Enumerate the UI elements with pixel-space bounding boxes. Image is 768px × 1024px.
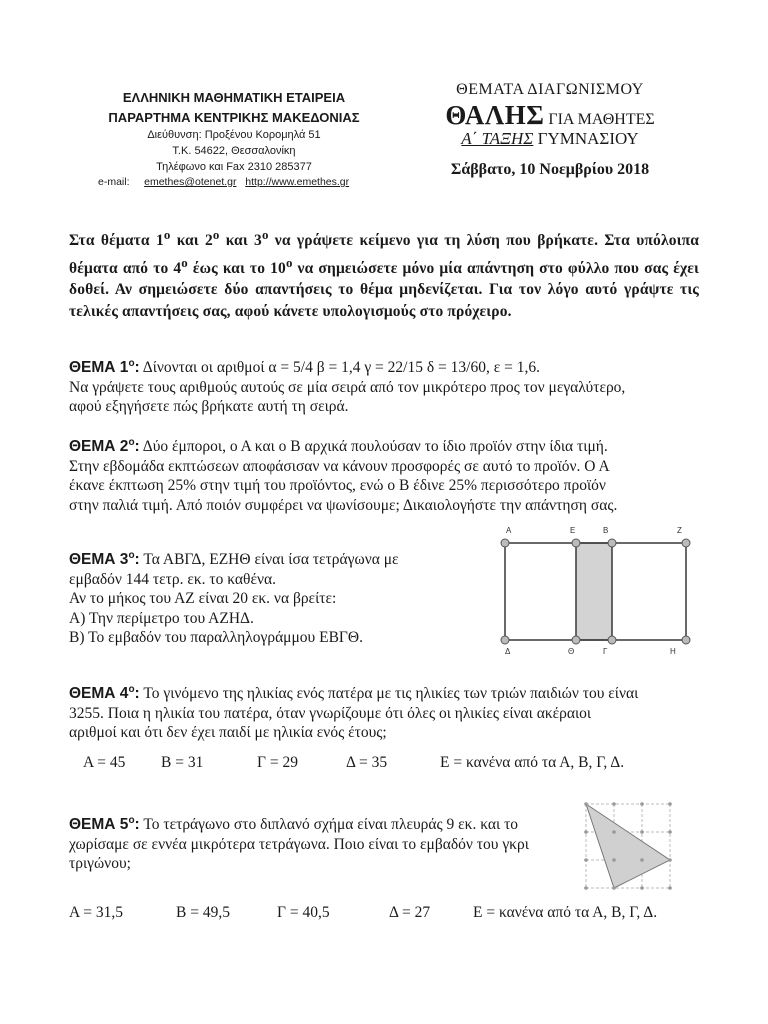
theme-2-line: στην παλιά τιμή. Από ποιόν συμφέρει να ψωνίσουμε; Δικαιολογήστε την απάντηση σας. [69,496,618,514]
theme-1-line [69,354,707,378]
theme-3-line: Β) Το εμβαδόν του παραλληλογράμμου ΕΒΓΘ. [69,629,363,647]
instructions: Στα θέματα $1^o$ και $2^o$ και $3^o$ να γράψετε κείμενο για τη λύση που βρήκατε. Στα υπόλοιπα θέματα από το $4^o$ έως και το $10^o$ να σημειώσετε μόνο μία απάντηση στο φύλλο που σας έχει δοθεί. Αν σημειώσετε δύο απαντήσεις το θέμα μηδενίζεται. Για τον λόγο αυτό γράψτε τις τελικές απαντήσεις σας, αφού κάνετε υπολογισμούς στο πρόχειρο. [69,227,700,320]
theme-2-text: Δύο έμποροι, ο Α και ο Β αρχικά πουλούσαν το ίδιο προϊόν στην ίδια τιμή. [142,438,608,456]
grade: Α΄ ΤΑΞΗΣ [461,129,534,148]
org-phone: Τηλέφωνο και Fax 2310 285377 [156,161,312,173]
point-g [608,636,616,644]
grade-line [430,129,670,149]
theme-5-label: ΘΕΜΑ $5^o$: [69,815,140,834]
label-th: Θ [568,647,575,656]
point-z [682,539,690,547]
theme-4-line [69,680,707,704]
point-th [572,636,580,644]
theme-3-line: Α) Την περίμετρο του ΑΖΗΔ. [69,609,254,627]
theme-5-text: Το τετράγωνο στο διπλανό σχήμα είναι πλευράς 9 εκ. και το [143,816,519,834]
theme-1-line: Να γράψετε τους αριθμούς αυτούς σε μία σειρά από τον μικρότερο προς τον μεγαλύτερο, [69,378,626,396]
theme-2-label: ΘΕΜΑ $2^o$: [69,437,140,456]
email-label: e-mail: [98,176,130,188]
label-e: Ε [570,526,576,535]
theme-5-line: χωρίσαμε σε εννέα μικρότερα τετράγωνα. Ποιο είναι το εμβαδόν του γκρι [69,835,529,853]
exam-heading: ΘΕΜΑΤΑ ΔΙΑΓΩΝΙΣΜΟΥ [456,81,644,98]
theme-4-line: 3255. Ποια η ηλικία του πατέρα, όταν γνωρίζουμε ότι όλες οι ηλικίες είναι ακέραιοι [69,704,592,722]
theme-1-line: αφού εξηγήσετε πώς βρήκατε αυτή τη σειρά. [69,398,349,416]
theme-3-line: εμβαδόν 144 τετρ. εκ. το καθένα. [69,570,276,588]
theme-2-line: Στην εβδομάδα εκπτώσεων αποφάσισαν να κάνουν προσφορές σε αυτό το προϊόν. Ο Α [69,457,610,475]
theme-4-answer-d: Δ = 35 [346,754,388,771]
theme-1-label: ΘΕΜΑ $1^o$: [69,358,140,377]
theme-4-answer-b: Β = 31 [161,754,204,771]
theme-1-text: Δίνονται οι αριθμοί α = 5/4 β = 1,4 γ = 22/15 δ = 13/60, ε = 1,6. [142,359,540,377]
theme-2 [69,433,707,515]
label-g: Γ [603,647,608,656]
point-d [501,636,509,644]
label-d: Δ [505,647,511,656]
org-contact [98,176,388,188]
point-a [501,539,509,547]
org-branch: ΠΑΡΑΡΤΗΜΑ ΚΕΝΤΡΙΚΗΣ ΜΑΚΕΔΟΝΙΑΣ [108,110,360,125]
label-a: Α [506,526,512,535]
label-z: Ζ [677,526,682,535]
theme-3 [69,546,499,648]
org-address: Διεύθυνση: Προξένου Κορομηλά 51 [147,129,321,141]
point-h [682,636,690,644]
theme-5-answer-c: Γ = 40,5 [277,904,330,921]
org-name: ΕΛΛΗΝΙΚΗ ΜΑΘΗΜΑΤΙΚΗ ΕΤΑΙΡΕΙΑ [122,90,346,105]
contest-title [430,100,670,131]
theme-4-line: αριθμοί και ότι δεν έχει παιδί με ηλικία ενός έτους; [69,724,387,742]
theme-2-line [69,433,707,457]
theme-5-answer-d: Δ = 27 [389,904,431,921]
theme-5-answer-b: Β = 49,5 [176,904,230,921]
label-h: Η [670,647,676,656]
label-b: Β [603,526,609,535]
theme-3-line [69,546,499,570]
theme-5 [69,811,589,874]
theme-3-label: ΘΕΜΑ $3^o$: [69,550,140,569]
theme-4-text: Το γινόμενο της ηλικίας ενός πατέρα με τις ηλικίες των τριών παιδιών του είναι [143,685,639,703]
email-link[interactable]: emethes@otenet.gr [144,176,237,188]
point-e [572,539,580,547]
gray-triangle [586,804,670,888]
theme-3-text: Τα ΑΒΓΔ, ΕΖΗΘ είναι ίσα τετράγωνα με [143,551,399,569]
point-b [608,539,616,547]
grid-figure [578,798,690,894]
theme-3-line: Αν το μήκος του ΑΖ είναι 20 εκ. να βρείτε: [69,590,337,608]
school-type: ΓΥΜΝΑΣΙΟΥ [533,129,639,148]
squares-figure [488,520,700,660]
contest-name: ΘΑΛΗΣ [445,100,545,130]
theme-5-answer-e: Ε = κανένα από τα Α, Β, Γ, Δ. [473,904,658,921]
theme-5-line: τριγώνου; [69,855,131,873]
theme-4-answer-c: Γ = 29 [257,754,298,771]
theme-4-answer-a: Α = 45 [83,754,126,771]
theme-4-answer-e: Ε = κανένα από τα Α, Β, Γ, Δ. [440,754,625,771]
theme-4-label: ΘΕΜΑ $4^o$: [69,684,140,703]
for-students: ΓΙΑ ΜΑΘΗΤΕΣ [544,111,655,128]
theme-4 [69,680,707,743]
theme-1 [69,354,707,417]
website-link[interactable]: http://www.emethes.gr [245,176,350,188]
parallelogram-ebgth [576,543,612,640]
exam-date: Σάββατο, 10 Νοεμβρίου 2018 [450,161,650,178]
org-postal: Τ.Κ. 54622, Θεσσαλονίκη [172,145,296,157]
theme-2-line: έκανε έκπτωση 25% στην τιμή του προϊόντος, ενώ ο Β έδινε 25% περισσότερο προϊόν [69,477,606,495]
theme-5-answer-a: Α = 31,5 [69,904,123,921]
theme-5-line [69,811,589,835]
